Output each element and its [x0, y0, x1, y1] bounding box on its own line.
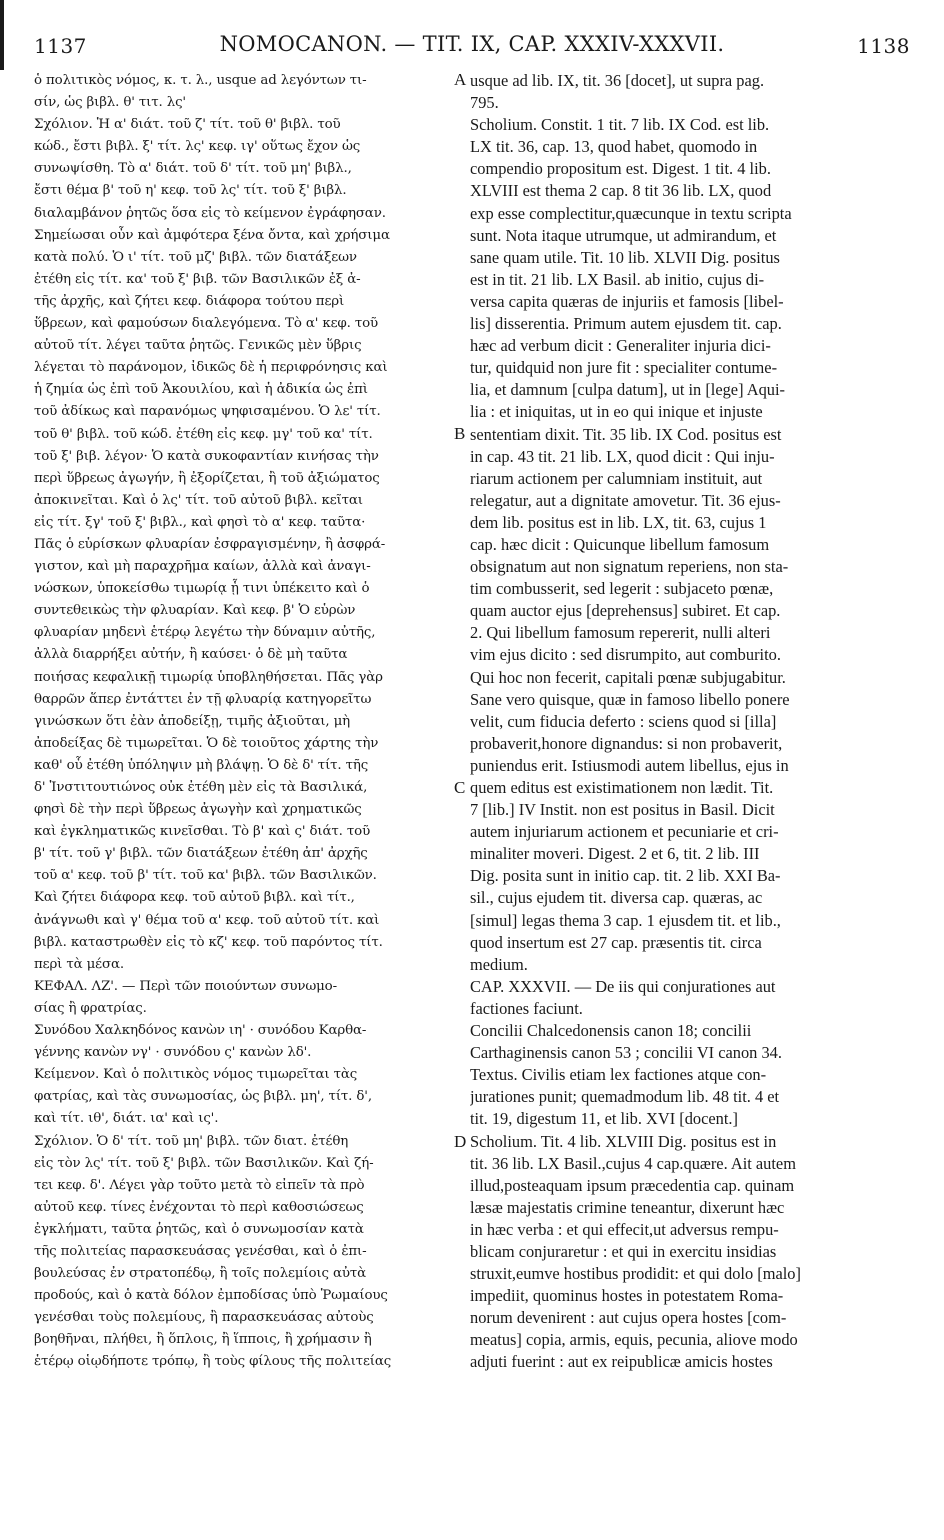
- greek-text-line: ὁ πολιτικὸς νόμος, κ. τ. λ., usque ad λεγόντων τι-: [34, 73, 367, 88]
- greek-text-line: τοῦ ξ' βιβ. λέγον· Ὁ κατὰ συκοφαντίαν κινήσας τὴν: [34, 448, 379, 464]
- latin-text-line: norum devenirent : aut cujus opera hostes [com-: [470, 1308, 787, 1328]
- greek-text-line: συνωψίσθη. Τὸ α' διάτ. τοῦ δ' τίτ. τοῦ μη' βιβλ.,: [34, 161, 352, 177]
- latin-text-line: Qui hoc non fecerit, capitali pœnæ subjugabitur.: [470, 667, 786, 687]
- greek-text-line: γιστον, καὶ μὴ παραχρῆμα καίων, ἀλλὰ καὶ ἀναγι-: [34, 559, 371, 575]
- greek-text-line: εἰς τίτ. ξγ' τοῦ ξ' βιβλ., καὶ φησὶ τὸ α' κεφ. ταῦτα·: [34, 514, 366, 530]
- latin-text-line: riarum actionem per calumniam instituit, aut: [470, 468, 763, 488]
- latin-text-line: compendio propositum est. Digest. 1 tit. 4 lib.: [470, 159, 771, 179]
- latin-text-line: tit. 36 lib. LX Basil.,cujus 4 cap.quære. Ait autem: [470, 1153, 796, 1173]
- latin-text-line: Dig. posita sunt in initio cap. tit. 2 lib. XXI Ba-: [470, 866, 781, 886]
- greek-text-line: Καὶ ζήτει διάφορα κεφ. τοῦ αὐτοῦ βιβλ. καὶ τίτ.,: [34, 890, 355, 906]
- latin-text-line: autem injuriarum actionem et pecuniarie et cri-: [470, 822, 779, 842]
- greek-text-line: ἀποκινεῖται. Καὶ ὁ λς' τίτ. τοῦ αὐτοῦ βιβλ. κεῖται: [34, 492, 363, 508]
- greek-text-column: [34, 70, 458, 1374]
- margin-letter-c: C: [454, 778, 466, 797]
- greek-text-line: φησὶ δὲ τὴν περὶ ὕβρεως ἀγωγὴν καὶ χρηματικῶς: [34, 802, 362, 818]
- latin-text-line: XLVIII est thema 2 cap. 8 tit 36 lib. LX, quod: [470, 181, 772, 201]
- margin-letter-d: D: [454, 1132, 467, 1151]
- latin-text-line: 2. Qui libellum famosum repererit, nulli alteri: [470, 623, 771, 643]
- latin-text-line: medium.: [470, 954, 528, 974]
- latin-text-line: versa capita quæras de injuriis et famosis [libel-: [470, 291, 784, 311]
- latin-text-line: 795.: [470, 93, 499, 113]
- page-number-right: 1138: [857, 34, 910, 58]
- latin-text-line: in hæc verba : et qui effecit,ut adversus rempu-: [470, 1219, 779, 1239]
- greek-text-line: ἡ ζημία ὡς ἐπὶ τοῦ Ἀκουιλίου, καὶ ἡ ἀδικία ὡς ἐπὶ: [34, 382, 368, 398]
- latin-text-line: relegatur, aut a dignitate amovetur. Tit. 36 ejus-: [470, 490, 781, 510]
- greek-text-line: βουλεύσας ἐν στρατοπέδῳ, ἢ τοῖς πολεμίοις αὐτὰ: [34, 1266, 366, 1282]
- greek-text-line: περὶ ὕβρεως ἀγωγήν, ἢ ἐξορίζεται, ἢ τοῦ ἀξιώματος: [34, 470, 380, 486]
- latin-text-line: usque ad lib. IX, tit. 36 [docet], ut supra pag.: [470, 71, 765, 90]
- latin-text-line: tit. 19, digestum 11, et lib. XVI [docent.]: [470, 1109, 738, 1129]
- latin-text-line: lia, et damnum [culpa datum], ut in [lege] Aqui-: [470, 380, 785, 400]
- latin-text-line: probaverit,honore dignandus: si non probaverit,: [470, 733, 783, 753]
- latin-text-line: sane quam utile. Tit. 10 lib. XLVII Dig. positus: [470, 247, 780, 267]
- margin-letters: [450, 0, 470, 1540]
- greek-text-line: βιβλ. καταστρωθὲν εἰς τὸ κζ' κεφ. τοῦ παρόντος τίτ.: [34, 934, 383, 950]
- greek-text-line: ἐτέθη εἰς τίτ. κα' τοῦ ξ' βιβ. τῶν Βασιλικῶν ἐξ ἀ-: [34, 271, 361, 287]
- greek-text-line: τει κεφ. δ'. Λέγει γὰρ τοῦτο μετὰ τὸ εἰπεῖν τὰ πρὸ: [34, 1177, 365, 1193]
- greek-text-line: Σημείωσαι οὖν καὶ ἀμφότερα ξένα ὄντα, καὶ χρήσιμα: [34, 227, 390, 243]
- running-title: NOMOCANON. — TIT. IX, CAP. XXXIV-XXXVII.: [219, 32, 725, 56]
- latin-text-line: blicam conjuraretur : et qui in exercitu insidias: [470, 1241, 777, 1261]
- greek-text-line: περὶ τὰ μέσα.: [34, 956, 124, 972]
- latin-text-line: quem editus est existimationem non lædit. Tit.: [470, 778, 774, 797]
- latin-text-line: obsignatum aut non signatum reperiens, non sta-: [470, 557, 789, 577]
- latin-text-line: lis] disserentia. Primum autem ejusdem tit. cap.: [470, 314, 782, 334]
- greek-text-line: γενέσθαι τοὺς πολεμίους, ἢ παρασκευάσας αὐτοὺς: [34, 1310, 374, 1326]
- latin-text-line: tim combusserit, sed legerit : subjaceto pœnæ,: [470, 579, 774, 599]
- latin-text-line: quod insertum est 27 cap. præsentis tit. circa: [470, 932, 762, 952]
- latin-text-line: sunt. Nota itaque utrumque, ut admirandum, et: [470, 225, 777, 245]
- running-header: [0, 30, 944, 66]
- latin-text-line: minaliter moveri. Digest. 2 et 6, tit. 2 lib. III: [470, 844, 760, 864]
- latin-text-line: puniendus erit. Istiusmodi autem libellus, ejus in: [470, 755, 789, 775]
- greek-text-line: ἀποδείξας δὲ τιμωρεῖται. Ὁ δὲ τοιοῦτος χάρτης τὴν: [34, 735, 379, 751]
- greek-text-line: β' τίτ. τοῦ γ' βιβλ. τῶν διατάξεων ἐτέθη ἀπ' ἀρχῆς: [34, 846, 368, 862]
- greek-text-line: ἀλλὰ διαρρήξει αὐτήν, ἢ καύσει· ὁ δὲ μὴ ταῦτα: [34, 647, 348, 663]
- latin-text-line: vim ejus dicito : sed disrumpito, aut comburito.: [470, 645, 781, 665]
- greek-text-line: καὶ τίτ. ιθ', διάτ. ια' καὶ ις'.: [34, 1111, 219, 1127]
- latin-text-line: tur, quidquid non jure fit : specialiter contume-: [470, 358, 778, 378]
- margin-letter-a: A: [454, 70, 467, 89]
- greek-text-line: καὶ ἐγκληματικῶς κινεῖσθαι. Τὸ β' καὶ ς' διάτ. τοῦ: [34, 824, 371, 840]
- greek-text-line: φλυαρίαν μηδενὶ ἑτέρῳ λεγέτω τὴν δύναμιν αὐτῆς,: [34, 625, 376, 641]
- latin-text-line: Concilii Chalcedonensis canon 18; concilii: [470, 1021, 752, 1041]
- latin-text-line: Scholium. Constit. 1 tit. 7 lib. IX Cod. est lib.: [470, 115, 770, 135]
- greek-text-line: ἐγκλήματι, ταῦτα ῥητῶς, καὶ ὁ συνωμοσίαν κατὰ: [34, 1221, 364, 1237]
- greek-text-line: σίας ἢ φρατρίας.: [34, 1000, 147, 1016]
- greek-text-line: τῆς ἀρχῆς, καὶ ζήτει κεφ. διάφορα τούτου περὶ: [34, 293, 345, 309]
- greek-text-line: Κείμενον. Καὶ ὁ πολιτικὸς νόμος τιμωρεῖται τὰς: [34, 1067, 358, 1083]
- greek-text-line: τοῦ α' κεφ. τοῦ β' τίτ. τοῦ κα' βιβλ. τῶν Βασιλικῶν.: [34, 868, 377, 884]
- latin-text-line: velit, cum fiducia deferto : sciens quod si [illa]: [470, 711, 777, 731]
- latin-text-line: CAP. XXXVII. — De iis qui conjurationes aut: [470, 976, 776, 996]
- latin-text-line: Sane vero quisque, quæ in famoso libello ponere: [470, 689, 790, 709]
- latin-text-line: illud,posteaquam ipsum præcedentia cap. quinam: [470, 1175, 795, 1195]
- latin-text-line: hæc ad verbum dicit : Generaliter injuria dici-: [470, 336, 771, 356]
- greek-text-line: Σχόλιον. Ἡ α' διάτ. τοῦ ζ' τίτ. τοῦ θ' βιβλ. τοῦ: [34, 117, 341, 133]
- greek-text-line: ἀνάγνωθι καὶ γ' θέμα τοῦ α' κεφ. τοῦ αὐτοῦ τίτ. καὶ: [34, 912, 380, 928]
- greek-text-line: γινώσκων ὅτι ἐὰν ἀποδείξῃ, τιμῆς ἀξιοῦται, μὴ: [34, 713, 351, 729]
- greek-text-line: καθ' οὗ ἐτέθη ὑπόληψιν μὴ βλάψῃ. Ὁ δὲ δ' τίτ. τῆς: [34, 757, 369, 773]
- latin-text-line: cap. hæc dicit : Quicunque libellum famosum: [470, 534, 770, 554]
- latin-text-line: meatus] copia, armis, equis, pecunia, aliove modo: [470, 1330, 798, 1350]
- greek-text-line: δ' Ἰνστιτουτιώνος οὐκ ἐτέθη μὲν εἰς τὰ Βασιλικά,: [34, 780, 368, 795]
- greek-text-line: νώσκων, ὑποκείσθω τιμωρίᾳ ᾗ τινι ὑπέκειτο καὶ ὁ: [34, 581, 370, 597]
- greek-text-line: γέννης κανὼν νγ' · συνόδου ς' κανὼν λδ'.: [34, 1045, 312, 1061]
- greek-text-line: αὐτοῦ κεφ. τίνες ἐνέχονται τὸ περὶ καθοσιώσεως: [34, 1199, 364, 1215]
- greek-text-line: εἰς τὸν λς' τίτ. τοῦ ξ' βιβλ. τῶν Βασιλικῶν. Καὶ ζή-: [34, 1155, 374, 1171]
- latin-text-line: impediit, quominus hostes in potestatem Roma-: [470, 1286, 784, 1306]
- latin-text-line: adjuti fuerint : aut ex reipublicæ amicis hostes: [470, 1352, 773, 1372]
- latin-text-line: LX tit. 36, cap. 13, quod habet, quomodo in: [470, 137, 758, 157]
- latin-text-line: dem lib. positus est in lib. LX, tit. 63, cujus 1: [470, 512, 767, 532]
- greek-text-line: Πᾶς ὁ εὑρίσκων φλυαρίαν ἐσφραγισμένην, ἢ ἀσφρά-: [34, 536, 386, 552]
- latin-text-line: 7 [lib.] IV Instit. non est positus in Basil. Dicit: [470, 800, 775, 820]
- greek-text-line: διαλαμβάνον ῥητῶς ὅσα εἰς τὸ κείμενον ἐγράφησαν.: [34, 205, 386, 221]
- latin-text-line: jurationes punit; quemadmodum lib. 48 tit. 4 et: [470, 1087, 780, 1107]
- greek-text-line: τοῦ ἀδίκως καὶ παρανόμως ψηφισαμένου. Ὁ λε' τίτ.: [34, 404, 381, 420]
- latin-text-line: quam auctor ejus [deprehensus] subiret. Et cap.: [470, 601, 781, 621]
- greek-text-line: λέγεται τὸ παράνομον, ἰδικῶς δὲ ἡ περιφρόνησις καὶ: [34, 360, 388, 376]
- greek-text-line: κατὰ πολύ. Ὁ ι' τίτ. τοῦ μζ' βιβλ. τῶν διατάξεων: [34, 249, 357, 265]
- page-number-left: 1137: [34, 34, 87, 58]
- latin-text-line: Scholium. Tit. 4 lib. XLVIII Dig. positus est in: [470, 1131, 777, 1151]
- greek-text-line: Συνόδου Χαλκηδόνος κανὼν ιη' · συνόδου Καρθα-: [34, 1023, 367, 1039]
- greek-text-line: συντεθεικὼς τὴν φλυαρίαν. Καὶ κεφ. β' Ὁ εὑρὼν: [34, 603, 356, 619]
- greek-text-line: φατρίας, καὶ τὰς συνωμοσίας, ὡς βιβλ. μη', τίτ. δ',: [34, 1089, 372, 1105]
- latin-text-line: struxit,eumve hostibus prodidit: et qui dolo [malo]: [470, 1264, 801, 1284]
- greek-text-line: Σχόλιον. Ὁ δ' τίτ. τοῦ μη' βιβλ. τῶν διατ. ἐτέθη: [34, 1133, 349, 1149]
- greek-text-line: θαρρῶν ἅπερ ἐντάττει ἐν τῇ φλυαρίᾳ κατηγορεῖτω: [34, 691, 372, 707]
- margin-letter-b: B: [454, 424, 466, 443]
- latin-text-line: est in tit. 21 lib. LX Basil. ab initio, cujus di-: [470, 269, 765, 289]
- greek-text-line: σίν, ὡς βιβλ. θ' τιτ. λς': [34, 95, 186, 111]
- latin-text-line: Textus. Civilis etiam lex factiones atque con-: [470, 1065, 767, 1085]
- latin-text-line: lia : et iniquitas, ut in eo qui inique et injuste: [470, 402, 763, 422]
- greek-text-line: ΚΕΦΑΛ. ΛΖ'. — Περὶ τῶν ποιούντων συνωμο-: [34, 978, 337, 994]
- greek-text-line: αὐτοῦ τίτ. λέγει ταῦτα ῥητῶς. Γενικῶς μὲν ὕβρις: [34, 338, 362, 354]
- greek-text-line: ἔστι θέμα β' τοῦ η' κεφ. τοῦ λς' τίτ. τοῦ ξ' βιβλ.: [34, 183, 347, 199]
- greek-text-line: ἑτέρῳ οἱῳδήποτε τρόπῳ, ἢ τοὺς φίλους τῆς πολιτείας: [34, 1354, 392, 1370]
- greek-text-line: προδούς, καὶ ὁ κατὰ δόλον ἐμποδίσας ὑπὸ Ῥωμαίους: [34, 1288, 388, 1304]
- greek-text-line: ποιήσας κεφαλικῇ τιμωρίᾳ ὑποβληθήσεται. Πᾶς γὰρ: [34, 669, 383, 685]
- latin-text-column: [470, 70, 914, 1374]
- latin-text-line: [simul] legas thema 3 cap. 1 ejusdem tit. et lib.,: [470, 910, 781, 930]
- greek-text-line: ὕβρεων, καὶ φαμούσων διαλεγόμενα. Τὸ α' κεφ. τοῦ: [34, 316, 378, 332]
- greek-text-line: βοηθῆναι, πλήθει, ἢ ὅπλοις, ἢ ἵπποις, ἢ χρήμασιν ἢ: [34, 1332, 372, 1348]
- latin-text-line: sententiam dixit. Tit. 35 lib. IX Cod. positus est: [470, 424, 782, 444]
- latin-text-line: sil., cujus ejudem tit. diversa cap. quæras, ac: [470, 888, 763, 908]
- latin-text-line: Carthaginensis canon 53 ; concilii VI canon 34.: [470, 1043, 782, 1063]
- latin-text-line: læsæ majestatis crimine teneantur, dixerunt hæc: [470, 1197, 785, 1217]
- greek-text-line: τῆς πολιτείας παρασκευάσας γενέσθαι, καὶ ὁ ἐπι-: [34, 1243, 367, 1259]
- greek-text-line: τοῦ θ' βιβλ. τοῦ κώδ. ἐτέθη εἰς κεφ. μγ' τοῦ κα' τίτ.: [34, 426, 373, 442]
- latin-text-line: exp esse complectitur,quæcunque in textu scripta: [470, 203, 792, 223]
- latin-text-line: factiones faciunt.: [470, 998, 583, 1018]
- greek-text-line: κώδ., ἔστι βιβλ. ξ' τίτ. λς' κεφ. ιγ' οὕτως ἔχον ὡς: [34, 139, 361, 155]
- latin-text-line: in cap. 43 tit. 21 lib. LX, quod dicit : Qui inju-: [470, 446, 775, 466]
